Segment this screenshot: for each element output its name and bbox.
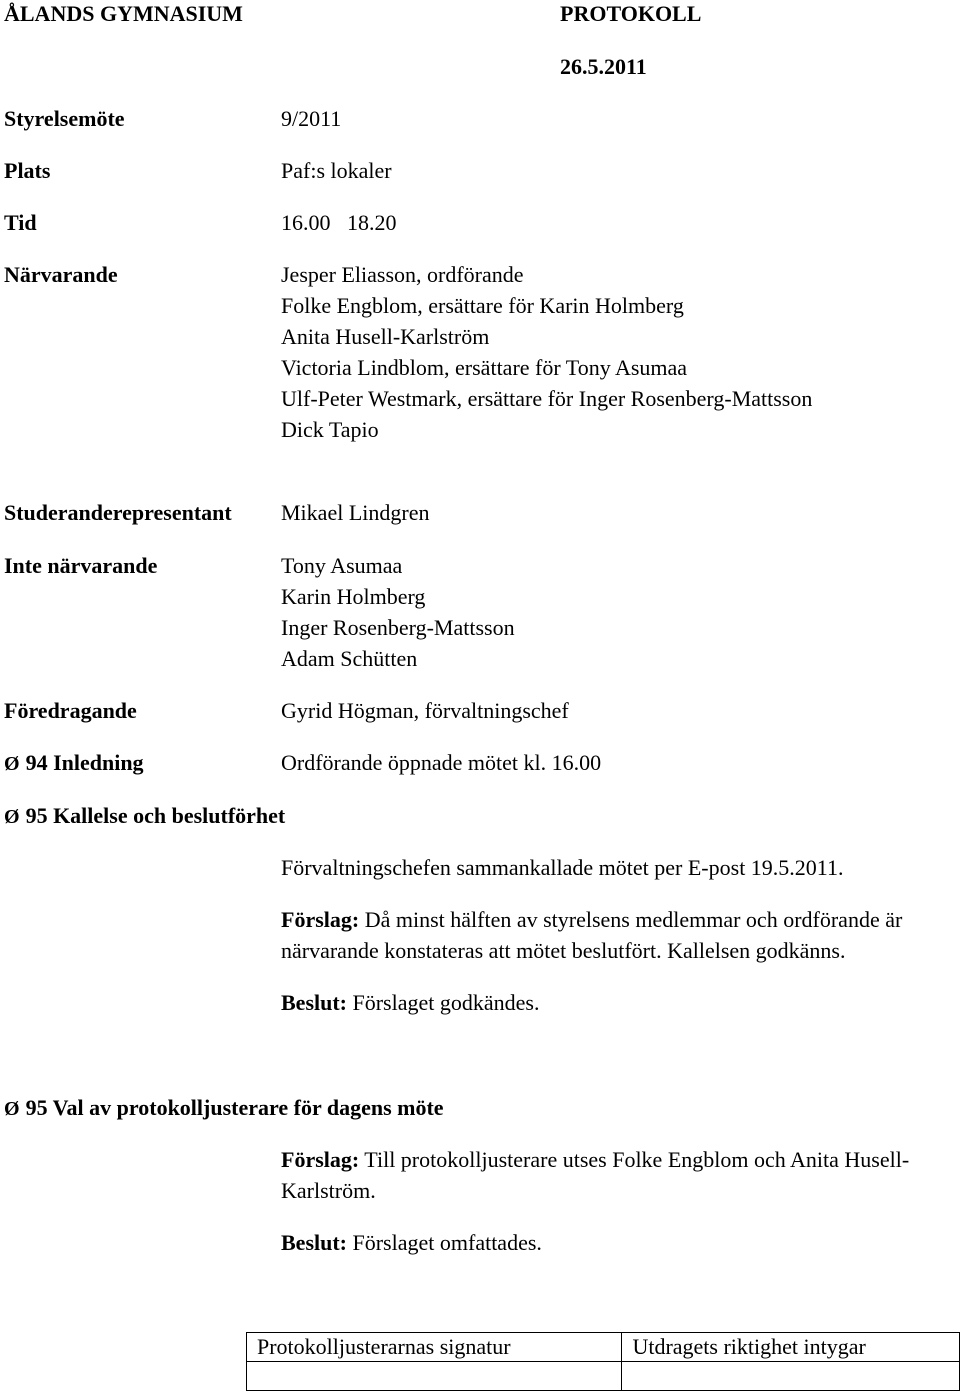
present-label: Närvarande: [4, 262, 118, 287]
list-item: Victoria Lindblom, ersättare för Tony Asumaa: [281, 355, 688, 380]
proposal-text: Till protokolljusterare utses Folke Engblom och Anita Husell-: [359, 1147, 910, 1172]
place-label: Plats: [4, 158, 51, 183]
section-95-kallelse-proposal-line2: närvarande konstateras att mötet beslutfört. Kallelsen godkänns.: [281, 938, 846, 963]
section-title: 94 Inledning: [25, 750, 144, 775]
list-item: Anita Husell-Karlström: [281, 324, 490, 349]
bullet-icon: Ø: [4, 753, 20, 775]
signature-column-header: Protokolljusterarnas signatur: [247, 1333, 622, 1362]
bullet-icon: Ø: [4, 1098, 20, 1120]
absent-list: [281, 550, 515, 674]
decision-label: Beslut:: [281, 1230, 347, 1255]
table-row: [247, 1333, 960, 1362]
present-list: [281, 259, 812, 445]
presenter-value: Gyrid Högman, förvaltningschef: [281, 698, 569, 723]
decision-label: Beslut:: [281, 990, 347, 1015]
school-name: ÅLANDS GYMNASIUM: [4, 1, 243, 26]
section-title: 95 Kallelse och beslutförhet: [25, 803, 286, 828]
proposal-text: Då minst hälften av styrelsens medlemmar och ordförande är: [359, 907, 903, 932]
section-95-kallelse-paragraph: Förvaltningschefen sammankallade mötet per E-post 19.5.2011.: [281, 855, 844, 880]
list-item: Dick Tapio: [281, 417, 379, 442]
time-label: Tid: [4, 210, 37, 235]
student-rep-label: Studeranderepresentant: [4, 500, 232, 525]
section-95-val-proposal-line1: [281, 1144, 909, 1175]
meeting-label: Styrelsemöte: [4, 106, 125, 131]
list-item: Adam Schütten: [281, 646, 418, 671]
list-item: Inger Rosenberg-Mattsson: [281, 615, 515, 640]
meeting-value: 9/2011: [281, 106, 342, 131]
proposal-label: Förslag:: [281, 907, 360, 932]
section-95-kallelse-heading: [4, 800, 285, 833]
section-95-val-proposal-line2: Karlström.: [281, 1178, 376, 1203]
signature-table: [246, 1332, 960, 1391]
time-value: 16.00 18.20: [281, 210, 397, 235]
section-94-text: Ordförande öppnade mötet kl. 16.00: [281, 750, 602, 775]
absent-label: Inte närvarande: [4, 553, 158, 578]
section-95-val-heading: [4, 1092, 444, 1125]
signature-cell[interactable]: [247, 1362, 622, 1391]
list-item: Folke Engblom, ersättare för Karin Holmberg: [281, 293, 684, 318]
decision-text: Förslaget omfattades.: [347, 1230, 542, 1255]
section-95-kallelse-proposal-line1: [281, 904, 902, 935]
section-94-heading: [4, 747, 144, 780]
list-item: Ulf-Peter Westmark, ersättare för Inger Rosenberg-Mattsson: [281, 386, 813, 411]
presenter-label: Föredragande: [4, 698, 137, 723]
proposal-label: Förslag:: [281, 1147, 360, 1172]
bullet-icon: Ø: [4, 806, 20, 828]
table-row: [247, 1362, 960, 1391]
place-value: Paf:s lokaler: [281, 158, 392, 183]
document-type: PROTOKOLL: [560, 1, 702, 26]
list-item: Jesper Eliasson, ordförande: [281, 262, 524, 287]
document-date: 26.5.2011: [560, 54, 647, 79]
decision-text: Förslaget godkändes.: [347, 990, 540, 1015]
section-95-kallelse-decision: [281, 987, 539, 1018]
certification-cell[interactable]: [622, 1362, 960, 1391]
student-rep-value: Mikael Lindgren: [281, 500, 430, 525]
section-95-val-decision: [281, 1227, 542, 1258]
list-item: Tony Asumaa: [281, 553, 403, 578]
list-item: Karin Holmberg: [281, 584, 426, 609]
section-title: 95 Val av protokolljusterare för dagens möte: [25, 1095, 444, 1120]
certification-column-header: Utdragets riktighet intygar: [622, 1333, 960, 1362]
